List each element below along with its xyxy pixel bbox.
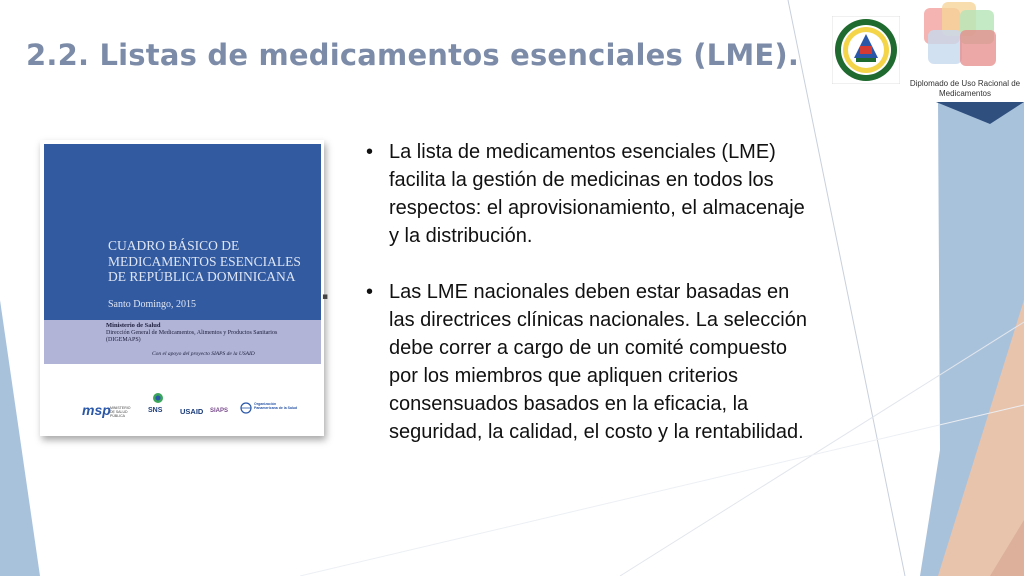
ops-globe-icon xyxy=(240,402,252,414)
left-blue-shape xyxy=(0,300,40,576)
cover-title: CUADRO BÁSICO DE MEDICAMENTOS ESENCIALES DE REPÚBLICA DOMINICANA xyxy=(108,238,301,284)
usaid-logo: USAID xyxy=(180,407,204,416)
crop-mark: ▪ xyxy=(322,292,329,302)
ops-logo-text: Organización Panamericana de la Salud xyxy=(254,402,298,410)
msp-logo: msp xyxy=(82,402,111,418)
logo-square-lightblue xyxy=(928,30,962,64)
cover-directorate: Dirección General de Medicamentos, Alimentos y Productos Sanitarios (DIGEMAPS) xyxy=(106,330,278,343)
cover-ministry-block xyxy=(106,322,296,344)
bullet-symbol: • xyxy=(366,141,374,163)
bullet-text: Las LME nacionales deben estar basadas en las directrices clínicas nacionales. La selección debe correr a cargo de un comité compuesto por los miembros que apliquen criterios consensuados basados en la eficacia, la seguridad, la calidad, el costo y la rentabilidad. xyxy=(389,281,807,443)
cover-blue-panel xyxy=(44,144,321,320)
university-seal-icon xyxy=(832,16,900,84)
siaps-logo: SIAPS xyxy=(210,408,229,414)
slide-title: 2.2. Listas de medicamentos esenciales (LME). xyxy=(26,38,800,72)
bullet-item xyxy=(366,138,812,250)
book-cover-image xyxy=(40,140,324,436)
bullet-item xyxy=(366,278,812,446)
diploma-label: Diplomado de Uso Racional de Medicamentos xyxy=(909,79,1021,98)
color-squares-logo-icon xyxy=(920,2,1000,74)
msp-logo-sub: MINISTERIO DE SALUD PÚBLICA xyxy=(110,406,131,418)
sns-emblem-icon xyxy=(150,392,166,404)
cover-logos-row xyxy=(80,390,310,426)
cover-ministry: Ministerio de Salud xyxy=(106,322,161,329)
bullet-symbol: • xyxy=(366,281,374,303)
logo-square-red xyxy=(960,30,996,66)
cover-city-year: Santo Domingo, 2015 xyxy=(108,299,197,310)
bullet-text: La lista de medicamentos esenciales (LME) facilita la gestión de medicinas en todos los respectos: el aprovisionamiento, el almacenaje y la distribución. xyxy=(389,141,805,247)
cover-support: Con el apoyo del proyecto SIAPS de la USAID xyxy=(152,351,255,357)
sns-logo: SNS xyxy=(148,407,163,414)
bullet-list xyxy=(366,138,812,474)
